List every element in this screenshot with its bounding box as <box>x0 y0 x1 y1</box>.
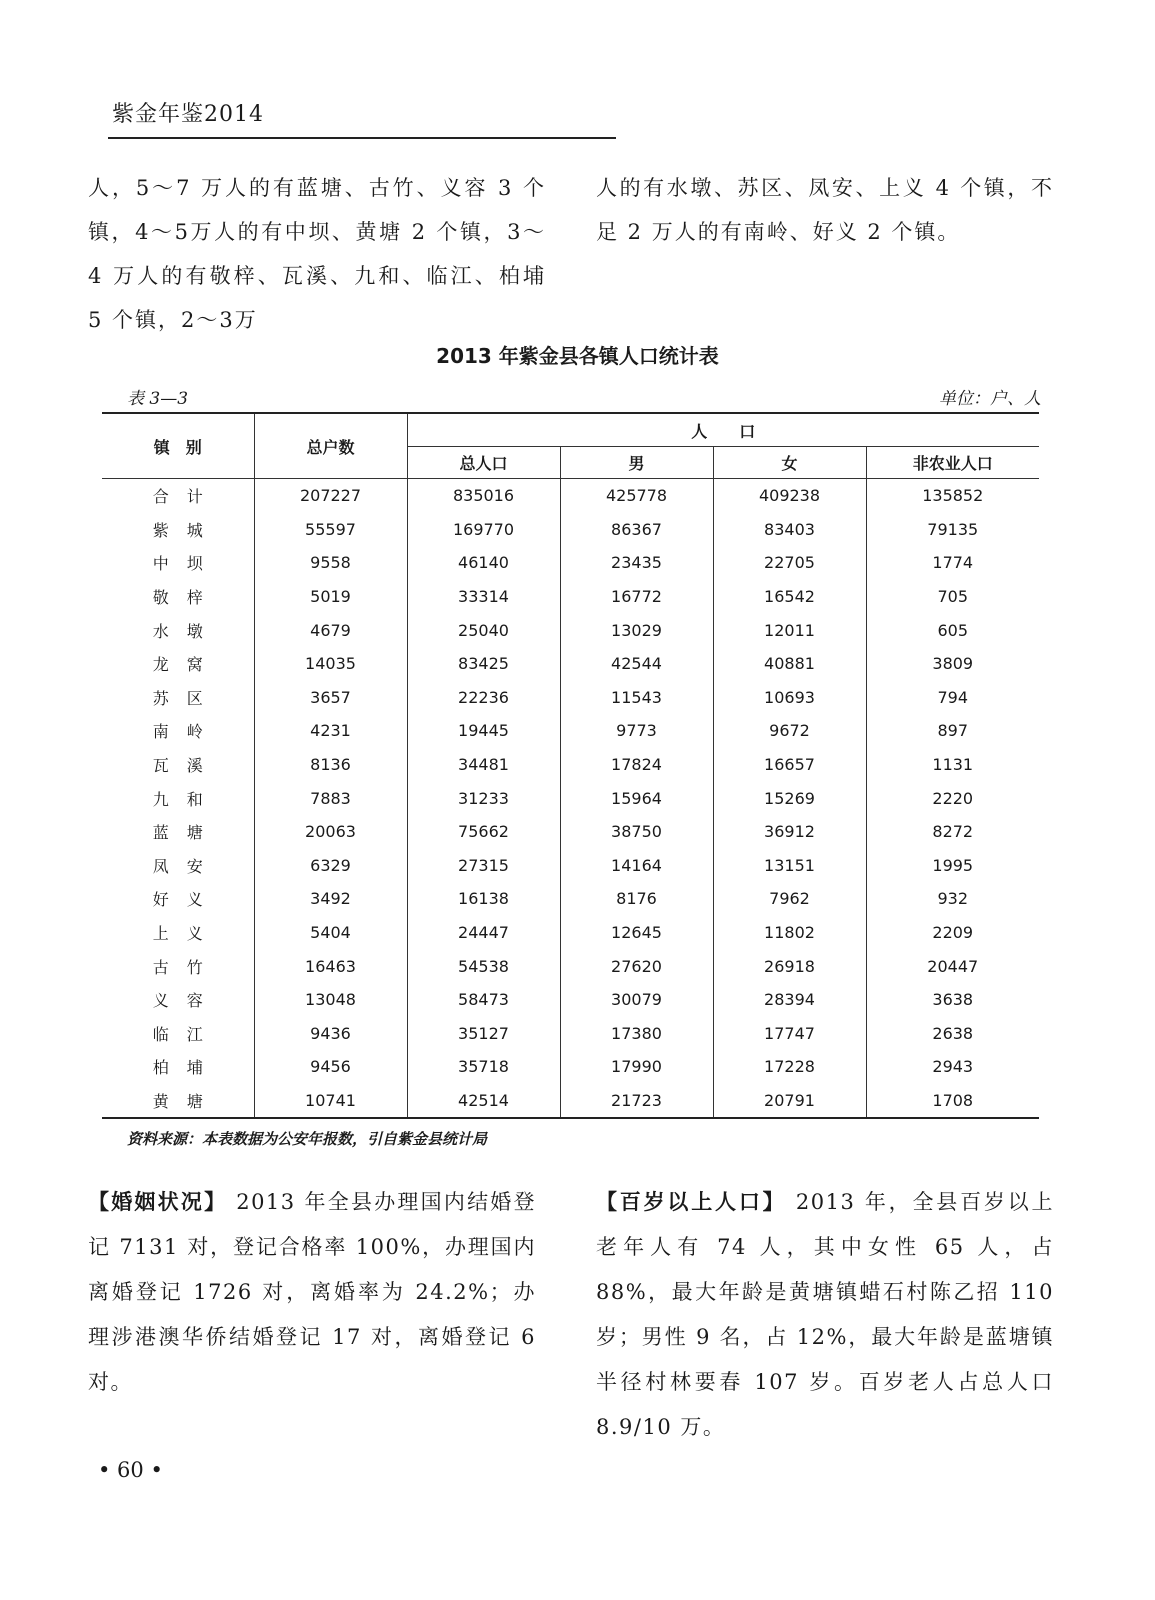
cell-female: 17228 <box>713 1050 866 1084</box>
table-row <box>102 1084 1039 1119</box>
cell-households: 9456 <box>254 1050 407 1084</box>
table-source: 资料来源：本表数据为公安年报数，引自紫金县统计局 <box>127 1130 488 1148</box>
cell-town: 苏区 <box>102 681 254 715</box>
cell-total: 19445 <box>407 714 560 748</box>
cell-non-agri: 705 <box>937 587 969 607</box>
cell-female: 10693 <box>713 681 866 715</box>
marriage-paragraph <box>88 1180 536 1405</box>
cell-male: 42544 <box>560 647 713 681</box>
cell-non-agri: 1131 <box>932 755 974 775</box>
table-row <box>102 1050 1039 1084</box>
header-population: 人 口 <box>407 413 1039 447</box>
cell-town: 龙窝 <box>102 647 254 681</box>
cell-male: 13029 <box>560 613 713 647</box>
centenarian-heading: 【百岁以上人口】 <box>596 1190 787 1214</box>
marriage-text: 2013 年全县办理国内结婚登记 7131 对，登记合格率 100%，办理国内离婚登记 1726 对，离婚率为 24.2%；办理涉港澳华侨结婚登记 17 对，离婚登记 6 对。 <box>88 1190 537 1394</box>
cell-town: 敬梓 <box>102 580 254 614</box>
cell-non-agri: 2638 <box>932 1023 974 1043</box>
cell-female: 17747 <box>713 1017 866 1051</box>
cell-female: 83403 <box>713 513 866 547</box>
intro-text-left: 人，5～7 万人的有蓝塘、古竹、义容 3 个镇，4～5万人的有中坝、黄塘 2 个镇，3～4 万人的有敬梓、瓦溪、九和、临江、柏埔 5 个镇，2～3万 <box>88 176 546 332</box>
cell-non-agri: 2220 <box>932 788 974 808</box>
table-row <box>102 781 1039 815</box>
cell-households: 10741 <box>254 1084 407 1119</box>
cell-male: 38750 <box>560 815 713 849</box>
cell-non-agri: 605 <box>937 620 969 640</box>
cell-female: 409238 <box>713 479 866 513</box>
cell-female: 9672 <box>713 714 866 748</box>
cell-male: 15964 <box>560 781 713 815</box>
cell-female: 22705 <box>713 546 866 580</box>
cell-non-agri: 1708 <box>866 1084 1039 1119</box>
cell-male: 17824 <box>560 748 713 782</box>
cell-female: 15269 <box>713 781 866 815</box>
cell-town: 临江 <box>102 1017 254 1051</box>
cell-total: 22236 <box>407 681 560 715</box>
cell-female: 7962 <box>713 882 866 916</box>
cell-total: 33314 <box>407 580 560 614</box>
table-unit: 单位：户、人 <box>939 389 1041 409</box>
table-row <box>102 479 1039 513</box>
cell-town: 柏埔 <box>102 1050 254 1084</box>
cell-total: 169770 <box>407 513 560 547</box>
cell-non-agri: 8272 <box>932 822 974 842</box>
header-male: 男 <box>560 447 713 479</box>
table-row <box>102 513 1039 547</box>
cell-female: 26918 <box>713 949 866 983</box>
cell-town: 古竹 <box>102 949 254 983</box>
cell-town: 合计 <box>102 479 254 513</box>
cell-households: 20063 <box>254 815 407 849</box>
cell-households: 4231 <box>254 714 407 748</box>
cell-male: 21723 <box>560 1084 713 1119</box>
cell-non-agri: 79135 <box>927 519 979 539</box>
cell-female: 11802 <box>713 916 866 950</box>
cell-male: 12645 <box>560 916 713 950</box>
header-town: 镇 别 <box>102 413 254 479</box>
cell-town: 瓦溪 <box>102 748 254 782</box>
cell-households: 16463 <box>254 949 407 983</box>
cell-total: 31233 <box>407 781 560 815</box>
intro-text-right: 人的有水墩、苏区、凤安、上义 4 个镇，不足 2 万人的有南岭、好义 2 个镇。 <box>596 176 1054 244</box>
cell-households: 13048 <box>254 983 407 1017</box>
cell-town: 好义 <box>102 882 254 916</box>
page-number: • 60 • <box>98 1458 163 1482</box>
cell-male: 11543 <box>560 681 713 715</box>
cell-non-agri: 3809 <box>932 654 974 674</box>
cell-town: 南岭 <box>102 714 254 748</box>
table-row <box>102 849 1039 883</box>
running-header: 紫金年鉴2014 <box>112 102 264 127</box>
cell-households: 5404 <box>254 916 407 950</box>
table-row <box>102 613 1039 647</box>
cell-households: 9558 <box>254 546 407 580</box>
cell-female: 16657 <box>713 748 866 782</box>
cell-non-agri: 1995 <box>932 855 974 875</box>
cell-town: 中坝 <box>102 546 254 580</box>
cell-male: 30079 <box>560 983 713 1017</box>
cell-male: 86367 <box>560 513 713 547</box>
cell-town: 上义 <box>102 916 254 950</box>
cell-female: 40881 <box>713 647 866 681</box>
cell-total: 46140 <box>407 546 560 580</box>
cell-households: 207227 <box>254 479 407 513</box>
cell-male: 8176 <box>560 882 713 916</box>
table-row <box>102 1017 1039 1051</box>
cell-total: 75662 <box>407 815 560 849</box>
table-row <box>102 546 1039 580</box>
cell-town: 凤安 <box>102 849 254 883</box>
table-row <box>102 647 1039 681</box>
cell-male: 9773 <box>560 714 713 748</box>
cell-households: 3492 <box>254 882 407 916</box>
header-total-pop: 总人口 <box>407 447 560 479</box>
header-households: 总户数 <box>254 413 407 479</box>
cell-male: 17990 <box>560 1050 713 1084</box>
cell-total: 35718 <box>407 1050 560 1084</box>
cell-households: 5019 <box>254 580 407 614</box>
cell-female: 12011 <box>713 613 866 647</box>
cell-total: 25040 <box>407 613 560 647</box>
cell-male: 14164 <box>560 849 713 883</box>
cell-total: 27315 <box>407 849 560 883</box>
centenarian-paragraph <box>596 1180 1054 1450</box>
cell-non-agri: 1774 <box>932 553 974 573</box>
cell-male: 27620 <box>560 949 713 983</box>
cell-town: 蓝塘 <box>102 815 254 849</box>
centenarian-text: 2013 年，全县百岁以上老年人有 74 人，其中女性 65 人，占 88%，最大年龄是黄塘镇蜡石村陈乙招 110 岁；男性 9 名，占 12%，最大年龄是蓝塘镇半径村林要春 107 岁。百岁老人占总人口 8.9/10 万。 <box>596 1190 1055 1439</box>
header-rule <box>108 137 616 139</box>
table-title: 2013 年紫金县各镇人口统计表 <box>436 344 719 368</box>
cell-total: 34481 <box>407 748 560 782</box>
cell-female: 16542 <box>713 580 866 614</box>
table-label: 表 3—3 <box>127 389 189 409</box>
cell-town: 紫城 <box>102 513 254 547</box>
cell-non-agri: 932 <box>937 889 969 909</box>
table-row <box>102 949 1039 983</box>
cell-total: 35127 <box>407 1017 560 1051</box>
cell-town: 水墩 <box>102 613 254 647</box>
cell-non-agri: 2943 <box>932 1057 974 1077</box>
cell-households: 7883 <box>254 781 407 815</box>
cell-total: 58473 <box>407 983 560 1017</box>
table-row <box>102 681 1039 715</box>
cell-non-agri: 20447 <box>927 956 979 976</box>
cell-households: 55597 <box>254 513 407 547</box>
table-row <box>102 882 1039 916</box>
cell-households: 9436 <box>254 1017 407 1051</box>
cell-households: 14035 <box>254 647 407 681</box>
population-table <box>102 412 1039 1119</box>
cell-total: 835016 <box>407 479 560 513</box>
cell-total: 42514 <box>407 1084 560 1119</box>
cell-non-agri: 135852 <box>922 486 984 506</box>
cell-non-agri: 794 <box>937 687 969 707</box>
cell-female: 13151 <box>713 849 866 883</box>
cell-female: 28394 <box>713 983 866 1017</box>
cell-total: 24447 <box>407 916 560 950</box>
cell-non-agri: 897 <box>937 721 969 741</box>
header-female: 女 <box>713 447 866 479</box>
cell-total: 54538 <box>407 949 560 983</box>
table-row <box>102 815 1039 849</box>
header-non-agri: 非农业人口 <box>866 447 1039 479</box>
cell-households: 3657 <box>254 681 407 715</box>
cell-non-agri: 3638 <box>932 990 974 1010</box>
cell-female: 36912 <box>713 815 866 849</box>
cell-households: 8136 <box>254 748 407 782</box>
table-row <box>102 714 1039 748</box>
cell-male: 23435 <box>560 546 713 580</box>
table-body <box>102 479 1039 1119</box>
cell-non-agri: 2209 <box>932 923 974 943</box>
cell-total: 16138 <box>407 882 560 916</box>
cell-total: 83425 <box>407 647 560 681</box>
cell-male: 17380 <box>560 1017 713 1051</box>
table-row <box>102 580 1039 614</box>
cell-households: 4679 <box>254 613 407 647</box>
cell-male: 16772 <box>560 580 713 614</box>
cell-households: 6329 <box>254 849 407 883</box>
table-row <box>102 916 1039 950</box>
cell-town: 义容 <box>102 983 254 1017</box>
cell-town: 黄塘 <box>102 1084 254 1119</box>
table-row <box>102 748 1039 782</box>
cell-town: 九和 <box>102 781 254 815</box>
table-row <box>102 983 1039 1017</box>
cell-male: 425778 <box>560 479 713 513</box>
marriage-heading: 【婚姻状况】 <box>88 1190 228 1214</box>
cell-female: 20791 <box>713 1084 866 1119</box>
